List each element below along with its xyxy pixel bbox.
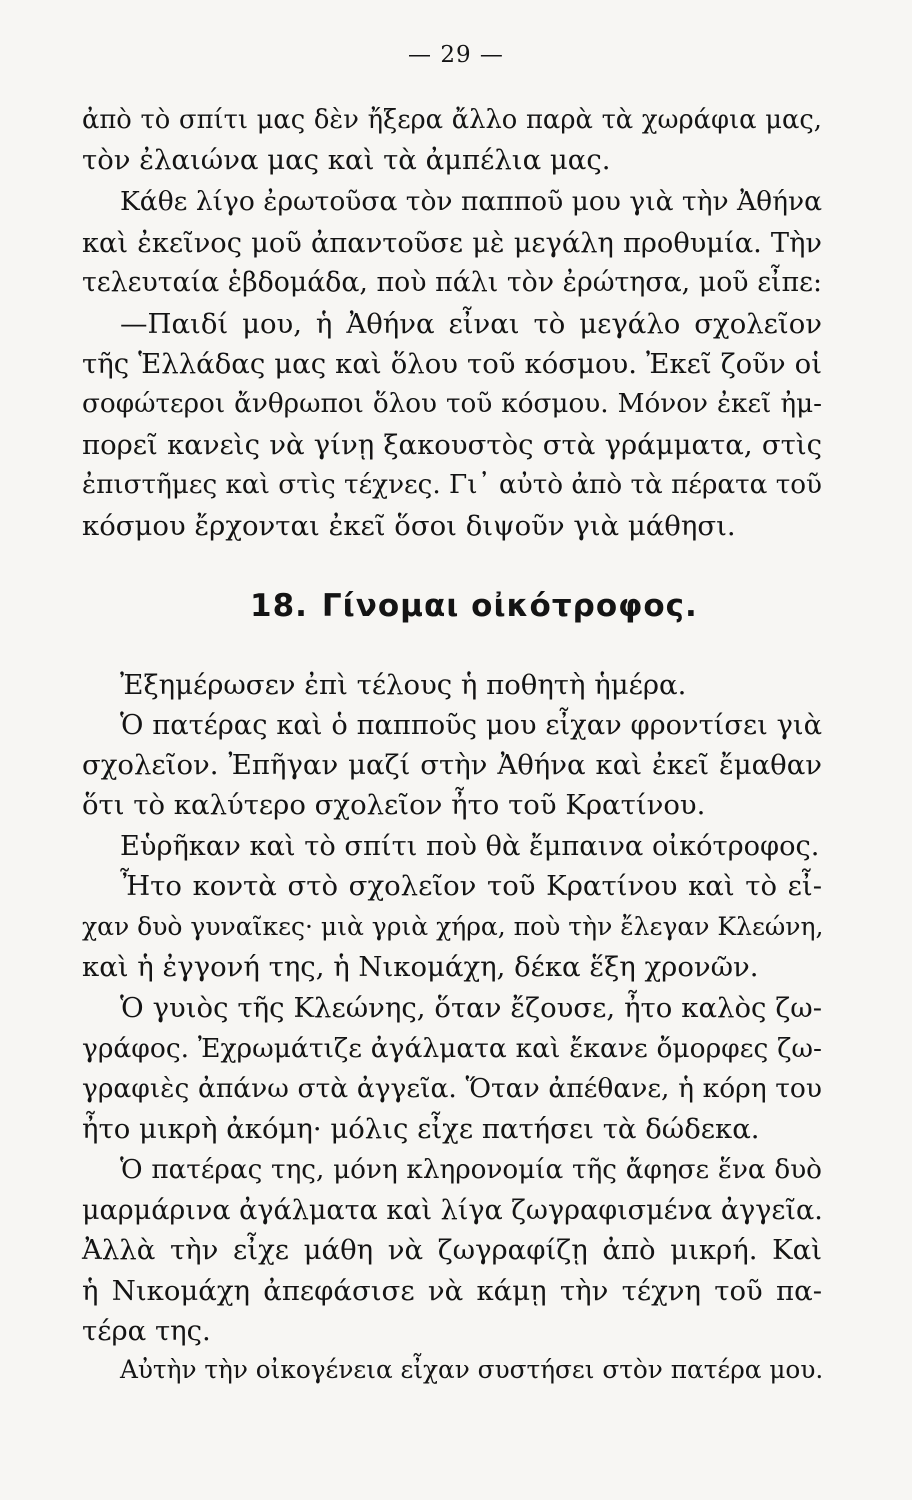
text-line: τὸν ἐλαιώνα μας καὶ τὰ ἀμπέλια μας. (82, 144, 611, 176)
text-line: πορεῖ κανεὶς νὰ γίνῃ ξακουστὸς στὰ γράμματα, στὶς (82, 429, 822, 461)
text-line: ἡ Νικομάχη ἀπεφάσισε νὰ κάμῃ τὴν τέχνη τοῦ πα- (82, 1275, 822, 1307)
text-line: Εὑρῆκαν καὶ τὸ σπίτι ποὺ θὰ ἔμπαινα οἰκότροφος. (120, 831, 820, 862)
text-line: —Παιδί μου, ἡ Ἀθήνα εἶναι τὸ μεγάλο σχολεῖον (120, 308, 822, 340)
text-line: Ἀλλὰ τὴν εἶχε μάθη νὰ ζωγραφίζῃ ἀπὸ μικρή. Καὶ (82, 1234, 822, 1266)
text-line: κόσμου ἔρχονται ἐκεῖ ὅσοι διψοῦν γιὰ μάθησι. (82, 510, 736, 542)
text-line: γράφος. Ἐχρωμάτιζε ἀγάλματα καὶ ἔκανε ὄμορφες ζω- (82, 1033, 822, 1064)
text-line: καὶ ἡ ἐγγονή της, ἡ Νικομάχη, δέκα ἕξη χρονῶν. (82, 951, 759, 983)
text-line: Ἐξημέρωσεν ἐπὶ τέλους ἡ ποθητὴ ἡμέρα. (120, 669, 687, 701)
text-line: ἀπὸ τὸ σπίτι μας δὲν ἤξερα ἄλλο παρὰ τὰ χωράφια μας, (82, 105, 822, 135)
text-line: μαρμάρινα ἀγάλματα καὶ λίγα ζωγραφισμένα ἀγγεῖα. (82, 1195, 823, 1226)
text-line: τελευταία ἑβδομάδα, ποὺ πάλι τὸν ἐρώτησα, μοῦ εἶπε: (82, 267, 822, 298)
section-number: 18. (250, 588, 308, 624)
text-line: ὅτι τὸ καλύτερο σχολεῖον ἦτο τοῦ Κρατίνου. (82, 789, 706, 821)
text-line: Κάθε λίγο ἐρωτοῦσα τὸν παπποῦ μου γιὰ τὴν Ἀθήνα (120, 186, 822, 217)
text-line: ἦτο μικρὴ ἀκόμη· μόλις εἶχε πατήσει τὰ δώδεκα. (82, 1113, 760, 1145)
text-line: γραφιὲς ἀπάνω στὰ ἀγγεῖα. Ὅταν ἀπέθανε, ἡ κόρη του (82, 1073, 822, 1104)
text-line: καὶ ἐκεῖνος μοῦ ἀπαντοῦσε μὲ μεγάλη προθυμία. Τὴν (82, 228, 822, 259)
text-line: τῆς Ἑλλάδας μας καὶ ὅλου τοῦ κόσμου. Ἐκεῖ ζοῦν οἱ (82, 348, 822, 380)
page-number: — 29 — (408, 42, 504, 68)
section-title: Γίνομαι οἰκότροφος. (321, 588, 698, 624)
text-line: Ἦτο κοντὰ στὸ σχολεῖον τοῦ Κρατίνου καὶ τὸ εἶ- (120, 870, 822, 902)
section-heading (250, 588, 698, 624)
text-line: Ὁ γυιὸς τῆς Κλεώνης, ὅταν ἔζουσε, ἦτο καλὸς ζω- (120, 992, 822, 1024)
text-line: Ὁ πατέρας της, μόνη κληρονομία τῆς ἄφησε ἕνα δυὸ (120, 1155, 822, 1185)
text-line: σχολεῖον. Ἐπῆγαν μαζί στὴν Ἀθήνα καὶ ἐκεῖ ἔμαθαν (82, 749, 822, 781)
text-line: χαν δυὸ γυναῖκες· μιὰ γριὰ χήρα, ποὺ τὴν ἔλεγαν Κλεώνη, (82, 912, 824, 941)
text-line: ἐπιστῆμες καὶ στὶς τέχνες. Γι᾿ αὐτὸ ἀπὸ τὰ πέρατα τοῦ (82, 470, 822, 500)
text-line: Αὐτὴν τὴν οἰκογένεια εἶχαν συστήσει στὸν πατέρα μου. (120, 1355, 824, 1384)
text-line: σοφώτεροι ἄνθρωποι ὅλου τοῦ κόσμου. Μόνον ἐκεῖ ἠμ- (82, 389, 822, 419)
text-line: τέρα της. (82, 1315, 211, 1347)
text-line: Ὁ πατέρας καὶ ὁ παπποῦς μου εἶχαν φροντίσει γιὰ (120, 710, 822, 741)
